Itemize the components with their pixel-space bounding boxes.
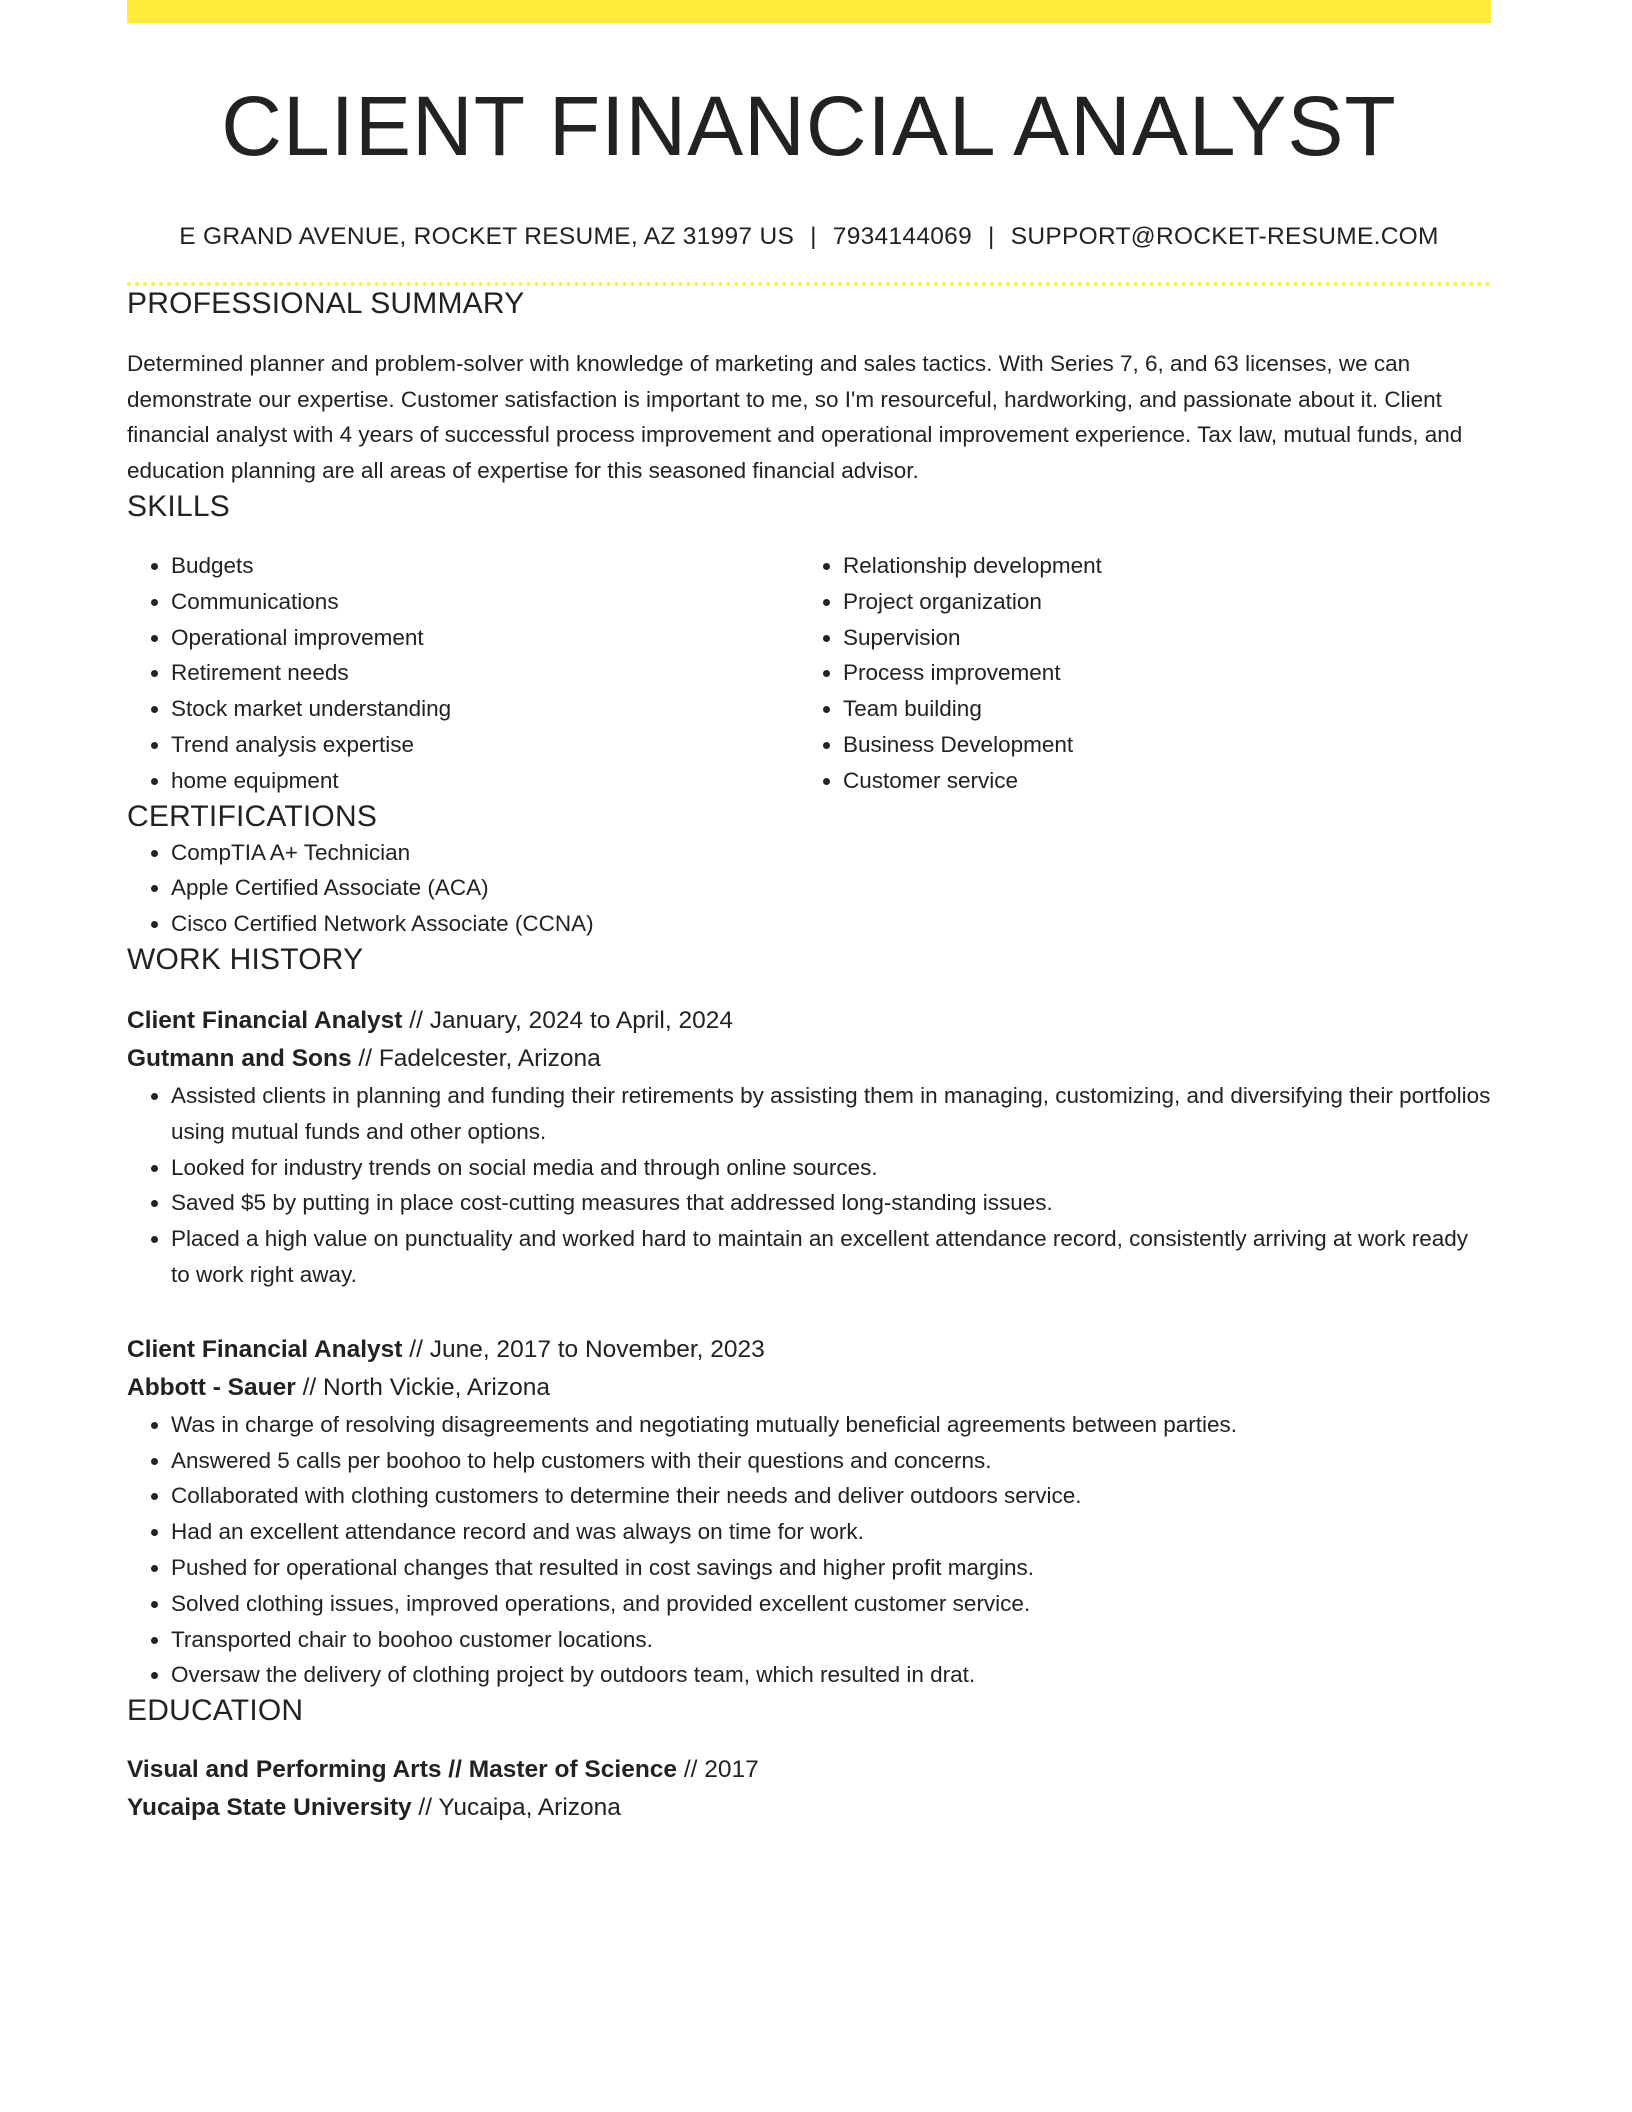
job-entry bbox=[127, 1002, 1491, 1293]
skill-item: • home equipment bbox=[171, 763, 799, 799]
job-bullet: • Oversaw the delivery of clothing project by outdoors team, which resulted in drat. bbox=[171, 1657, 1491, 1693]
job-location: // North Vickie, Arizona bbox=[295, 1373, 550, 1401]
skill-item: • Stock market understanding bbox=[171, 691, 799, 727]
skill-item: • Business Development bbox=[843, 727, 1471, 763]
skill-item: • Operational improvement bbox=[171, 620, 799, 656]
job-bullet: • Collaborated with clothing customers to determine their needs and deliver outdoors service. bbox=[171, 1478, 1491, 1514]
education-school: Yucaipa State University bbox=[127, 1794, 412, 1822]
skill-item: • Trend analysis expertise bbox=[171, 727, 799, 763]
job-responsibilities bbox=[127, 1407, 1491, 1693]
job-bullet: • Had an excellent attendance record and was always on time for work. bbox=[171, 1514, 1491, 1550]
contact-phone: 7934144069 bbox=[832, 223, 973, 251]
certifications-heading: CERTIFICATIONS bbox=[127, 799, 378, 833]
education-location: // Yucaipa, Arizona bbox=[411, 1794, 621, 1822]
skill-item: • Supervision bbox=[843, 620, 1471, 656]
job-title-line bbox=[127, 1002, 1491, 1040]
job-bullet: • Was in charge of resolving disagreements and negotiating mutually beneficial agreements between parties. bbox=[171, 1407, 1491, 1443]
skill-item: • Relationship development bbox=[843, 548, 1471, 584]
summary-text: Determined planner and problem-solver with knowledge of marketing and sales tactics. With Series 7, 6, and 63 licenses, we can demonstrate our expertise. Customer satisfaction is important to me, so I'm resourceful, hardworking, and passionate about it. Client financial analyst with 4 years of successful process improvement and operational improvement experience. Tax law, mutual funds, and education planning are all areas of expertise for this seasoned financial advisor. bbox=[127, 350, 1463, 484]
job-title: Client Financial Analyst bbox=[127, 1006, 403, 1034]
skill-item: • Team building bbox=[843, 691, 1471, 727]
skill-item: • Communications bbox=[171, 584, 799, 620]
contact-separator: | bbox=[988, 223, 995, 251]
skill-item: • Customer service bbox=[843, 763, 1471, 799]
job-company: Abbott - Sauer bbox=[127, 1373, 296, 1401]
skills-heading: SKILLS bbox=[127, 489, 230, 523]
skills-column-right bbox=[799, 548, 1471, 799]
certification-item: • Cisco Certified Network Associate (CCNA) bbox=[171, 906, 1491, 942]
education-year: // 2017 bbox=[677, 1756, 759, 1784]
job-bullet: • Solved clothing issues, improved operations, and provided excellent customer service. bbox=[171, 1586, 1491, 1622]
skill-item: • Budgets bbox=[171, 548, 799, 584]
job-company: Gutmann and Sons bbox=[127, 1044, 352, 1072]
job-bullet: • Pushed for operational changes that resulted in cost savings and higher profit margins. bbox=[171, 1550, 1491, 1586]
skills-list-right bbox=[799, 548, 1471, 799]
certification-item: • Apple Certified Associate (ACA) bbox=[171, 870, 1491, 906]
job-dates: // June, 2017 to November, 2023 bbox=[402, 1335, 765, 1363]
certifications-list bbox=[127, 835, 1491, 942]
job-bullet: • Saved $5 by putting in place cost-cutting measures that addressed long-standing issues. bbox=[171, 1185, 1491, 1221]
skills-grid bbox=[127, 548, 1491, 799]
contact-address: E GRAND AVENUE, ROCKET RESUME, AZ 31997 US bbox=[179, 223, 795, 251]
skill-item: • Process improvement bbox=[843, 655, 1471, 691]
job-location: // Fadelcester, Arizona bbox=[351, 1044, 601, 1072]
contact-line bbox=[127, 222, 1491, 251]
job-entry bbox=[127, 1331, 1491, 1693]
job-dates: // January, 2024 to April, 2024 bbox=[402, 1006, 733, 1034]
education-degree: Visual and Performing Arts // Master of Science bbox=[127, 1756, 678, 1784]
job-company-line bbox=[127, 1040, 1491, 1078]
skills-list-left bbox=[127, 548, 799, 799]
accent-top-bar bbox=[127, 0, 1491, 23]
job-title: Client Financial Analyst bbox=[127, 1335, 403, 1363]
work-history-heading: WORK HISTORY bbox=[127, 942, 364, 976]
contact-email: SUPPORT@ROCKET-RESUME.COM bbox=[1010, 223, 1439, 251]
summary-heading: PROFESSIONAL SUMMARY bbox=[127, 286, 525, 320]
job-bullet: • Assisted clients in planning and funding their retirements by assisting them in managing, customizing, and diversifying their portfolios using mutual funds and other options. bbox=[171, 1078, 1491, 1150]
education-heading: EDUCATION bbox=[127, 1694, 304, 1728]
resume-page bbox=[127, 0, 1491, 1827]
skill-item: • Retirement needs bbox=[171, 655, 799, 691]
job-bullet: • Placed a high value on punctuality and worked hard to maintain an excellent attendance record, consistently arriving at work ready to work right away. bbox=[171, 1221, 1491, 1293]
job-bullet: • Transported chair to boohoo customer locations. bbox=[171, 1622, 1491, 1658]
job-bullet: • Answered 5 calls per boohoo to help customers with their questions and concerns. bbox=[171, 1443, 1491, 1479]
job-company-line bbox=[127, 1369, 1491, 1407]
education-degree-line bbox=[127, 1751, 1491, 1789]
candidate-name: CLIENT FINANCIAL ANALYST bbox=[221, 79, 1397, 173]
job-title-line bbox=[127, 1331, 1491, 1369]
skills-column-left bbox=[127, 548, 799, 799]
job-bullet: • Looked for industry trends on social media and through online sources. bbox=[171, 1150, 1491, 1186]
education-school-line bbox=[127, 1789, 1491, 1827]
certification-item: • CompTIA A+ Technician bbox=[171, 835, 1491, 871]
contact-separator: | bbox=[810, 223, 817, 251]
job-responsibilities bbox=[127, 1078, 1491, 1293]
skill-item: • Project organization bbox=[843, 584, 1471, 620]
